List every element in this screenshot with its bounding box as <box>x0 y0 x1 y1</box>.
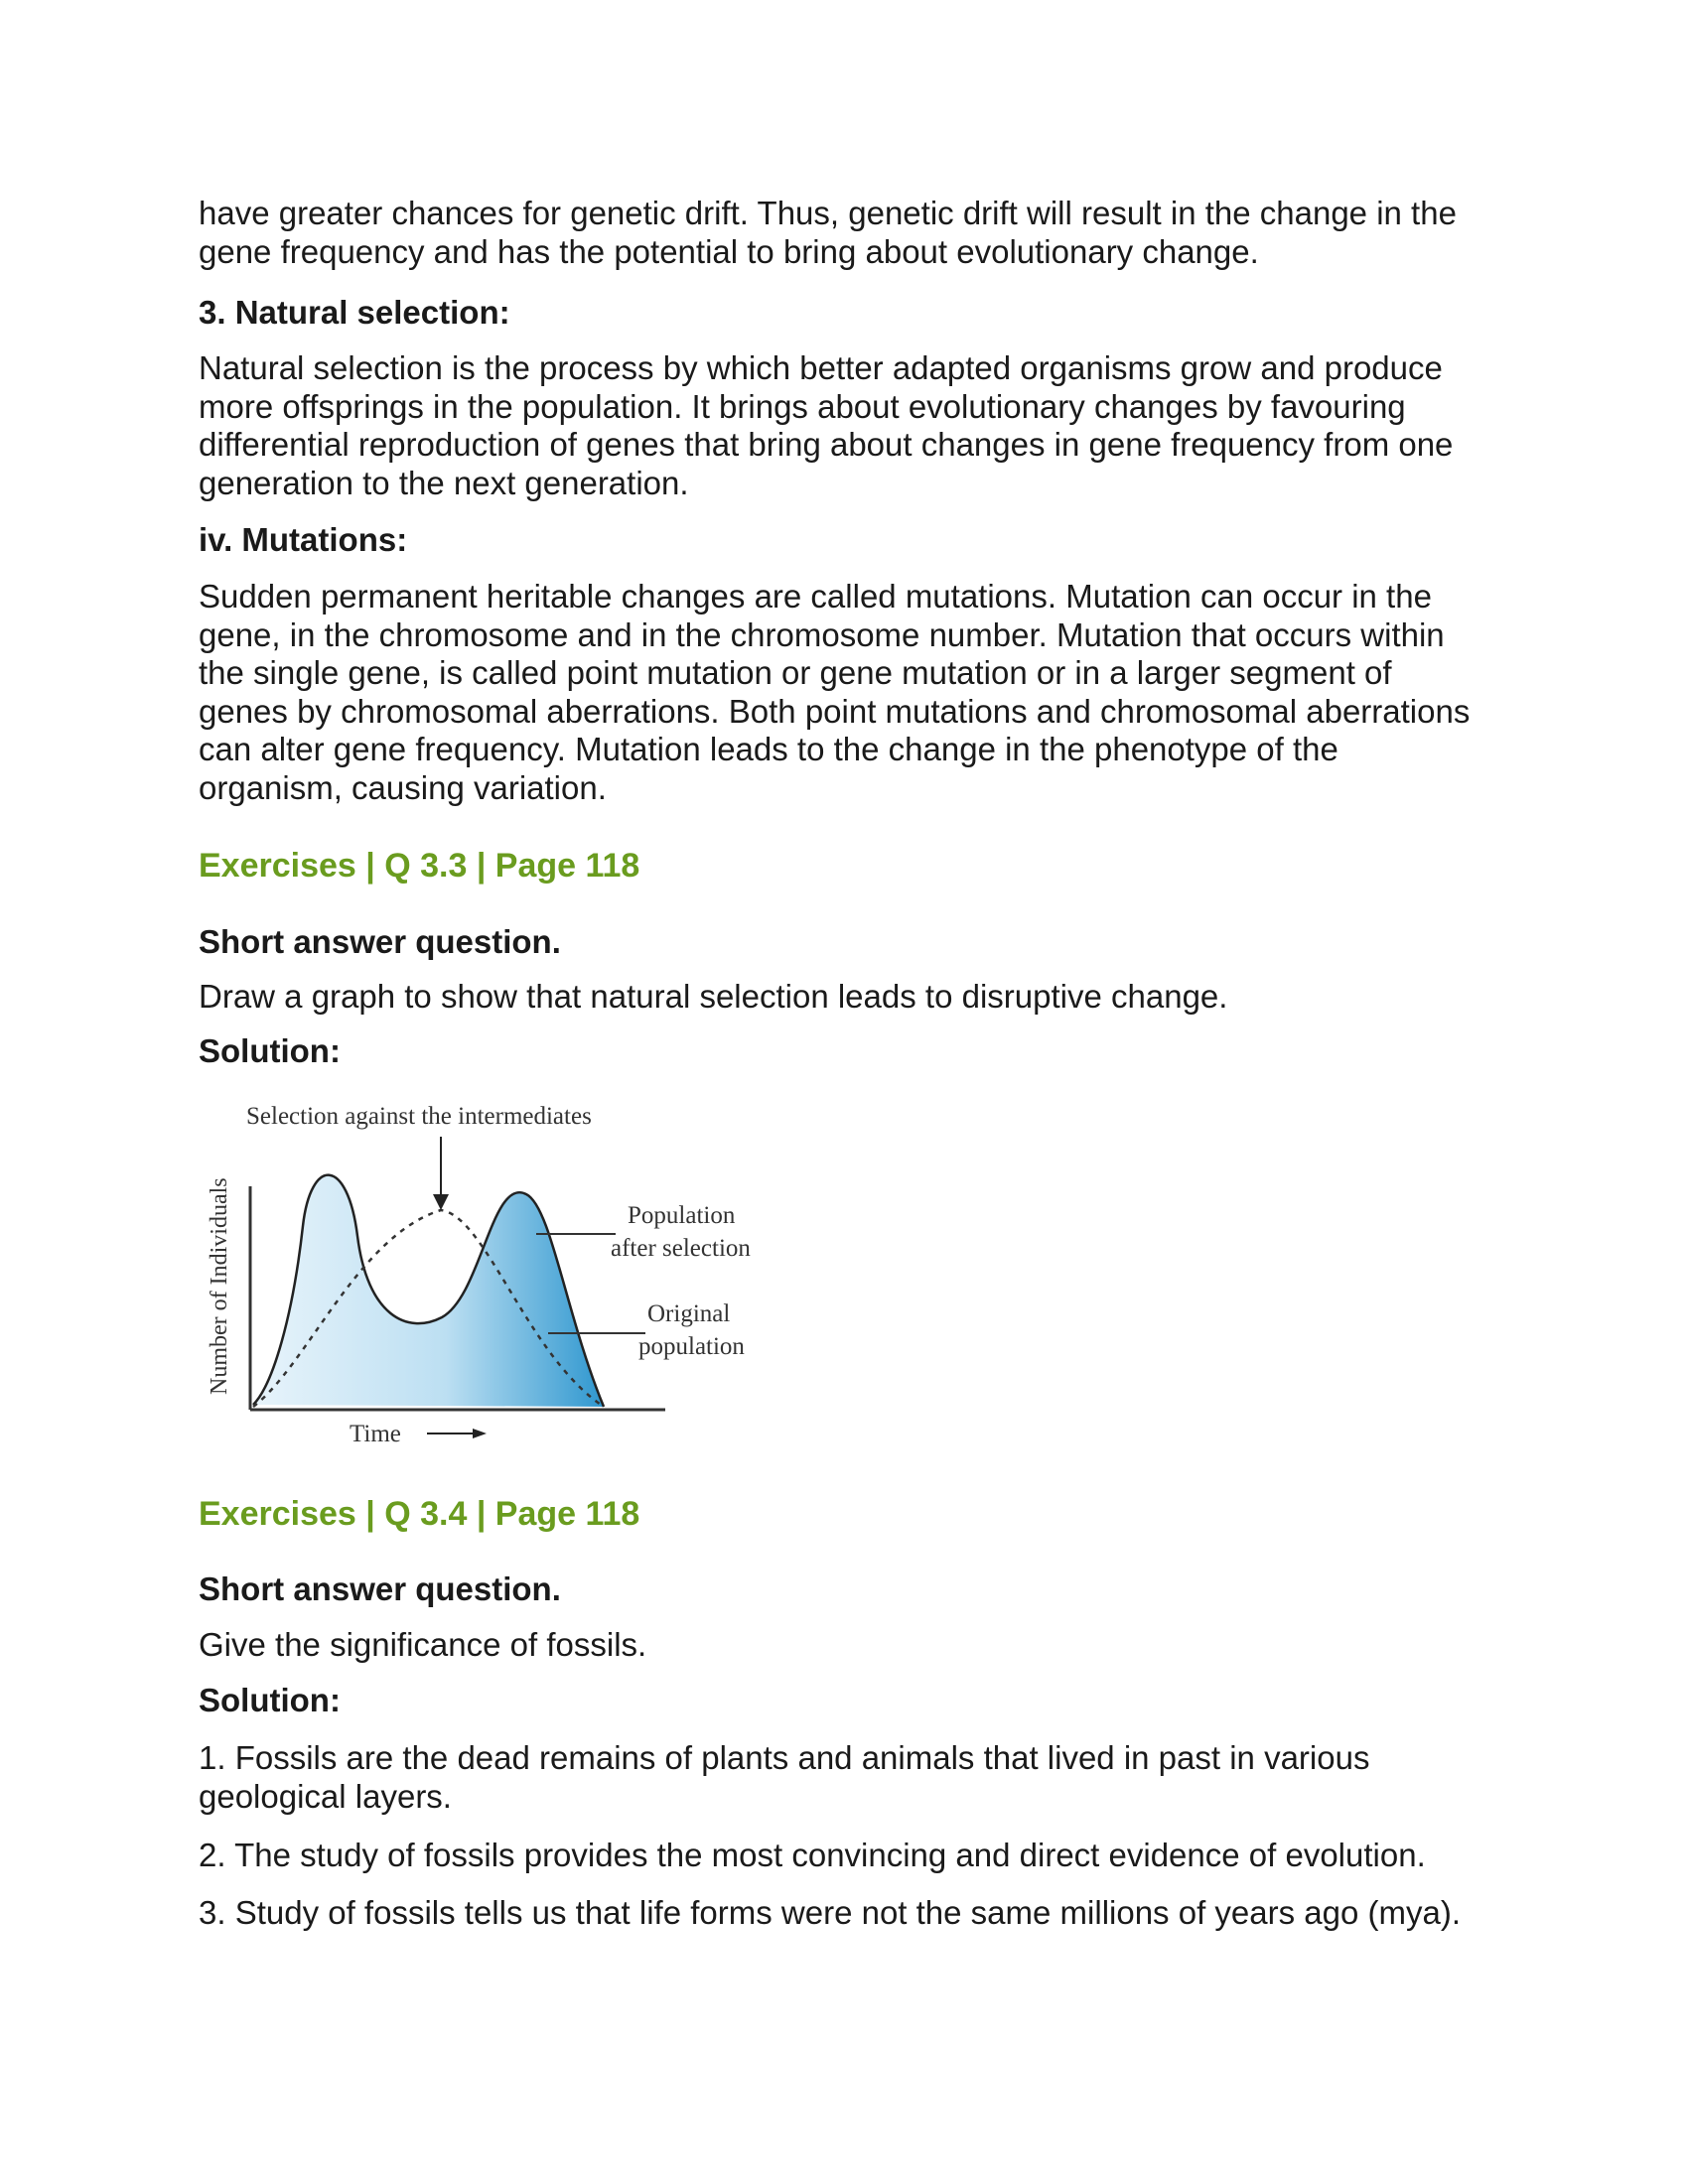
intro-paragraph: have greater chances for genetic drift. Thus, genetic drift will result in the change in the gene frequency and has the potential to bring about evolutionary change. <box>199 195 1457 270</box>
selection-label: Selection against the intermediates <box>246 1103 592 1130</box>
q34-point-2: 2. The study of fossils provides the most convincing and direct evidence of evolution. <box>199 1837 1426 1873</box>
q34-question: Give the significance of fossils. <box>199 1626 647 1663</box>
q33-solution-label: Solution: <box>199 1032 341 1069</box>
q34-point-1: 1. Fossils are the dead remains of plants and animals that lived in past in various geological layers. <box>199 1739 1370 1815</box>
selection-arrowhead <box>433 1194 449 1210</box>
exercise-q33-link[interactable]: Exercises | Q 3.3 | Page 118 <box>199 847 640 885</box>
natural-selection-heading: 3. Natural selection: <box>199 294 510 331</box>
original-label-1: Original <box>647 1300 731 1327</box>
original-label-2: population <box>638 1333 745 1360</box>
after-selection-label-2: after selection <box>611 1235 751 1262</box>
disruptive-selection-figure <box>199 1097 794 1474</box>
natural-selection-text: Natural selection is the process by which better adapted organisms grow and produce more offsprings in the population. It brings about evolutionary changes by favouring differential reproduction of genes that bring about changes in gene frequency from one generation to the next generation. <box>199 349 1454 501</box>
q34-type-label: Short answer question. <box>199 1570 561 1607</box>
time-arrowhead <box>473 1429 487 1438</box>
q34-solution-label: Solution: <box>199 1682 341 1718</box>
q33-type-label: Short answer question. <box>199 923 561 960</box>
disruptive-selection-graph <box>199 1097 794 1474</box>
after-selection-label-1: Population <box>628 1202 736 1229</box>
x-axis-label: Time <box>350 1421 401 1447</box>
y-axis-label: Number of Individuals <box>207 1177 232 1395</box>
q33-question: Draw a graph to show that natural selection leads to disruptive change. <box>199 978 1228 1015</box>
mutations-heading: iv. Mutations: <box>199 521 408 558</box>
q34-point-3: 3. Study of fossils tells us that life forms were not the same millions of years ago (mya). <box>199 1894 1461 1931</box>
exercise-q34-link[interactable]: Exercises | Q 3.4 | Page 118 <box>199 1495 640 1533</box>
mutations-text: Sudden permanent heritable changes are called mutations. Mutation can occur in the gene, in the chromosome and in the chromosome number. Mutation that occurs within the single gene, is called point mutation or gene mutation or in a larger segment of genes by chromosomal aberrations. Both point mutations and chromosomal aberrations can alter gene frequency. Mutation leads to the change in the phenotype of the organism, causing variation. <box>199 578 1471 806</box>
